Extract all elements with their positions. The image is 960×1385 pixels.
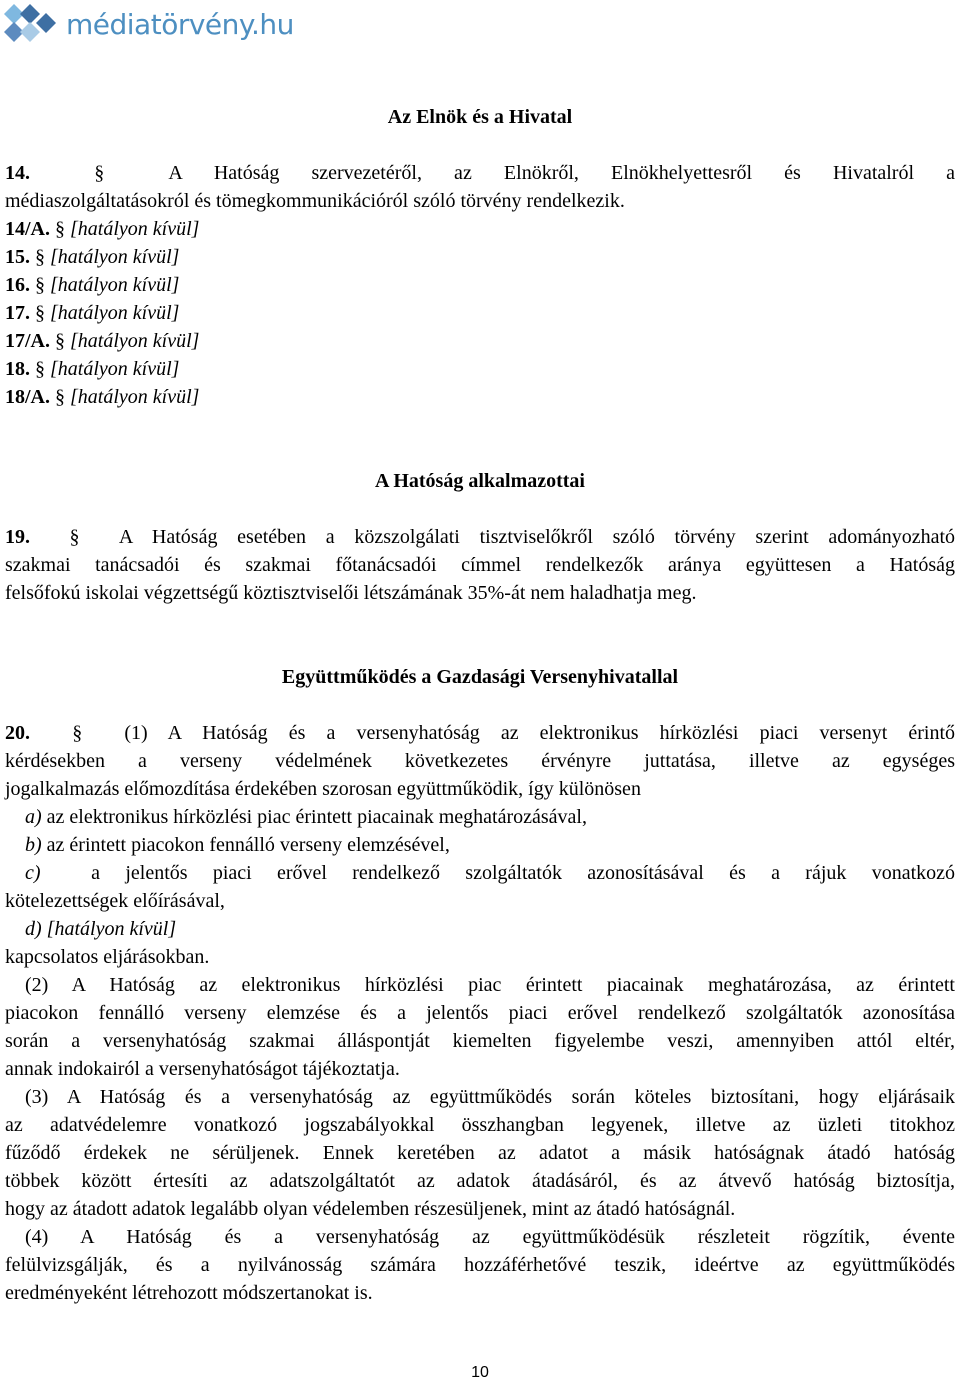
heading-egyuttmukodes: Együttműködés a Gazdasági Versenyhivatallal [281, 666, 679, 688]
heading-elnok-hivatal: Az Elnök és a Hivatal [387, 106, 573, 128]
paragraph-sign: § [35, 274, 45, 296]
repealed-text: [hatályon kívül] [70, 330, 200, 352]
paragraph-sign: § [69, 526, 80, 548]
repealed-section [5, 383, 955, 411]
repealed-text: [hatályon kívül] [50, 302, 180, 324]
list-item-b [5, 831, 960, 859]
paragraph-line: hogy az átadott adatok legalább olyan védelemben részesüljenek, mint az átadó hatóságnál. [5, 1198, 736, 1220]
logo-diamonds-icon [0, 0, 62, 48]
repealed-text: [hatályon kívül] [50, 358, 180, 380]
logo-text: médiatörvény.hu [66, 7, 294, 41]
paragraph-line: jogalkalmazás előmozdítása érdekében szorosan együttműködik, így különösen [5, 778, 641, 800]
repealed-text: [hatályon kívül] [50, 246, 180, 268]
section-number: 19. [5, 526, 30, 548]
paragraph-line: piacokon fennálló verseny elemzése és a jelentős piaci erővel rendelkező szolgáltatók azonosítása [5, 1002, 955, 1024]
list-text: a jelentős piaci erővel rendelkező szolgáltatók azonosításával és a rájuk vonatkozó [91, 862, 956, 884]
list-item-c [5, 859, 955, 887]
paragraph-sign: § [55, 330, 65, 352]
repealed-text: [hatályon kívül] [70, 218, 200, 240]
repealed-section [5, 327, 955, 355]
paragraph-line: az adatvédelemre vonatkozó jogszabályokkal összhangban legyenek, illetve az üzleti titokhoz [5, 1114, 955, 1136]
section-14-line-1 [5, 159, 955, 187]
repealed-section [5, 243, 955, 271]
section-14-line-2: médiaszolgáltatásokról és tömegkommunikációról szóló törvény rendelkezik. [5, 190, 625, 212]
list-text: az elektronikus hírközlési piac érintett piacainak meghatározásával, [46, 806, 587, 828]
list-text: az érintett piacokon fennálló verseny elemzésével, [46, 834, 450, 856]
list-label: d) [25, 918, 42, 940]
site-logo[interactable] [0, 0, 294, 48]
list-item-d [5, 915, 960, 943]
section-19-text: A Hatóság esetében a közszolgálati tisztviselőkről szóló törvény szerint adományozható [118, 526, 956, 548]
section-19-line-2: szakmai tanácsadói és szakmai főtanácsadói címmel rendelkezők aránya együttesen a Hatóság [5, 554, 955, 576]
repealed-section [5, 271, 955, 299]
paragraph-line: kapcsolatos eljárásokban. [5, 946, 210, 968]
list-item-c-continuation: kötelezettségek előírásával, [5, 890, 225, 912]
section-14-text: A Hatóság szervezetéről, az Elnökről, Elnökhelyettesről és Hivatalról a [168, 162, 956, 184]
paragraph-line: eredményeként létrehozott módszertanokat is. [5, 1282, 373, 1304]
paragraph-sign: § [35, 358, 45, 380]
list-label: c) [25, 862, 41, 884]
list-item-a [5, 803, 960, 831]
paragraph-line: annak indokairól a versenyhatóságot tájékoztatja. [5, 1058, 400, 1080]
section-number: 14. [5, 162, 30, 184]
page-number: 10 [471, 1364, 489, 1381]
section-number: 18. [5, 358, 30, 380]
repealed-text: [hatályon kívül] [70, 386, 200, 408]
section-20-line-1 [5, 719, 955, 747]
paragraph-sign: § [35, 302, 45, 324]
paragraph-line: során a versenyhatóság szakmai álláspontját kiemelten figyelembe veszi, amennyiben attól eltér, [5, 1030, 955, 1052]
paragraph-line: többek között értesíti az adatszolgáltatót az adatok átadásáról, és az átvevő hatóság biztosítja, [5, 1170, 955, 1192]
section-number: 20. [5, 722, 30, 744]
section-number: 18/A. [5, 386, 50, 408]
section-number: 17. [5, 302, 30, 324]
list-label: b) [25, 834, 42, 856]
paragraph-sign: § [35, 246, 45, 268]
paragraph-line: felülvizsgálják, és a nyilvánosság számára hozzáférhetővé teszik, ideértve az együttműködés [5, 1254, 955, 1276]
repealed-section [5, 355, 955, 383]
repealed-text: [hatályon kívül] [46, 918, 177, 940]
repealed-section [5, 215, 955, 243]
section-number: 14/A. [5, 218, 50, 240]
section-number: 16. [5, 274, 30, 296]
paragraph-sign: § [55, 386, 65, 408]
repealed-text: [hatályon kívül] [50, 274, 180, 296]
paragraph-line: (2) A Hatóság az elektronikus hírközlési piac érintett piacainak meghatározása, az érintett [25, 974, 955, 996]
paragraph-line: fűződő érdekek ne sérüljenek. Ennek keretében az adatot a másik hatóságnak átadó hatóság [5, 1142, 955, 1164]
heading-alkalmazottai: A Hatóság alkalmazottai [375, 470, 585, 492]
section-19-line-3: felsőfokú iskolai végzettségű köztisztviselői létszámának 35%-át nem haladhatja meg. [5, 582, 697, 604]
section-number: 17/A. [5, 330, 50, 352]
section-20-text: (1) A Hatóság és a versenyhatóság az elektronikus hírközlési piaci versenyt érintő [124, 722, 956, 744]
paragraph-line: (4) A Hatóság és a versenyhatóság az együttműködésük részleteit rögzítik, évente [25, 1226, 955, 1248]
paragraph-sign: § [55, 218, 65, 240]
paragraph-line: kérdésekben a verseny védelmének következetes érvényre juttatása, illetve az egységes [5, 750, 955, 772]
paragraph-sign: § [94, 162, 105, 184]
paragraph-sign: § [72, 722, 83, 744]
repealed-section [5, 299, 955, 327]
section-19-line-1 [5, 523, 955, 551]
list-label: a) [25, 806, 42, 828]
paragraph-line: (3) A Hatóság és a versenyhatóság az együttműködés során köteles biztosítani, hogy eljárásaik [25, 1086, 955, 1108]
section-number: 15. [5, 246, 30, 268]
